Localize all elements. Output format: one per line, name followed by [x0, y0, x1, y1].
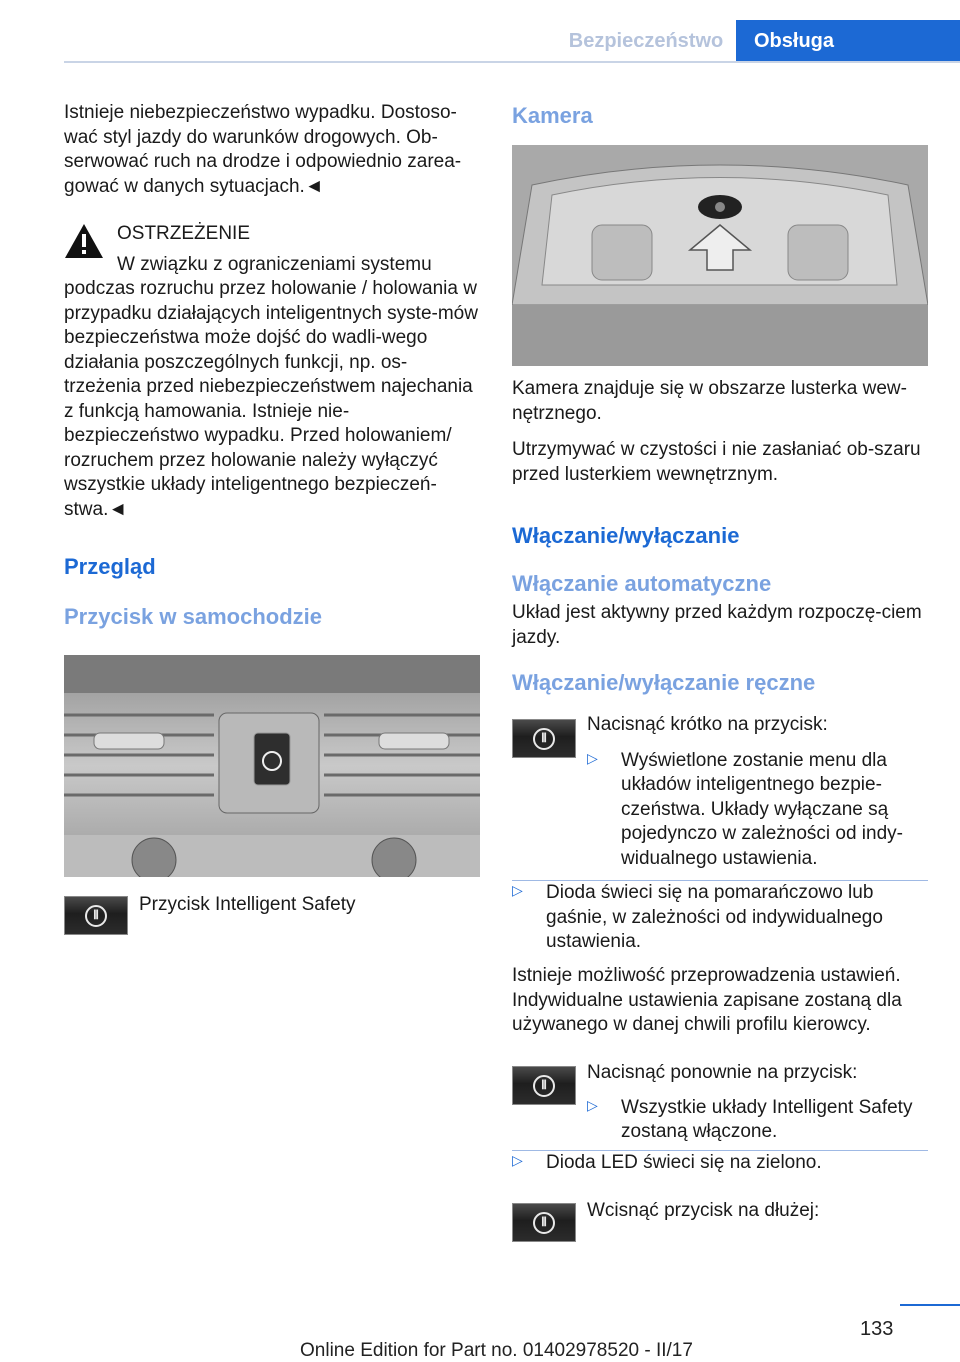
press-long-text: Wcisnąć przycisk na dłużej: [587, 1200, 820, 1221]
bullet-icon: ▷ [587, 749, 598, 766]
warning-text: podczas rozruchu przez holowanie / holowania w przypadku działających inteligentnych syste-mów bezpieczeństwa może dojść do wadli-wego działania poszczególnych funkcji, np. os-trzeżenia przed niebezpieczeństwem najechania z funkcją hamowania. Istnieje nie-bezpieczeństwo wypadku. Przed holowaniem/ rozruchem przez holowanie należy wyłączyć wszystkie układy inteligentnego bezpieczeń-stwa.◄ [64, 278, 478, 520]
button-caption: Przycisk Intelligent Safety [139, 894, 356, 915]
press-short-text: Nacisnąć krótko na przycisk: [587, 714, 828, 735]
intro-paragraph: Istnieje niebezpieczeństwo wypadku. Dostoso-wać styl jazdy do warunków drogowych. Ob-serwować ruch na drodze i odpowiednio zarea-gować w danych sytuacjach.◄ [64, 102, 462, 197]
footer-divider [900, 1304, 960, 1306]
item-2: Dioda LED świeci się na zielono. [546, 1152, 822, 1173]
header-section-label: Bezpieczeństwo [568, 30, 724, 52]
warning-triangle-icon [64, 222, 104, 260]
header-chapter-tab: Obsługa [736, 20, 960, 63]
bullet-icon: ▷ [512, 1152, 523, 1168]
intelligent-safety-button-icon: ⦀ [512, 719, 576, 758]
heading-manual: Włączanie/wyłączanie ręczne [512, 670, 816, 695]
warning-first-line: W związku z ograniczeniami systemu [117, 253, 432, 275]
press-again-text: Nacisnąć ponownie na przycisk: [587, 1062, 858, 1083]
item-1: Dioda świeci się na pomarańczowo lub gaśnie, w zależności od indywidualnego ustawienia. [546, 882, 883, 952]
heading-overview: Przegląd [64, 554, 156, 579]
page-number: 133 [860, 1318, 894, 1340]
list-item [587, 749, 928, 872]
intelligent-safety-button-icon: ⦀ [512, 1066, 576, 1105]
press-short-block [587, 713, 928, 871]
camera-paragraph-1: Kamera znajduje się w obszarze lusterka wew-nętrznego. [512, 378, 907, 424]
edition-footer: Online Edition for Part no. 01402978520 - II/17 [300, 1340, 693, 1361]
camera-paragraph-2: Utrzymywać w czystości i nie zasłaniać ob-szaru przed lusterkiem wewnętrznym. [512, 439, 921, 485]
heading-camera: Kamera [512, 103, 593, 128]
dashboard-button-image [64, 655, 480, 877]
list-item [587, 1096, 928, 1145]
intelligent-safety-button-icon: ⦀ [512, 1203, 576, 1242]
list-item [512, 881, 928, 955]
warning-title: OSTRZEŻENIE [117, 223, 251, 244]
settings-text: Istnieje możliwość przeprowadzenia ustawień. Indywidualne ustawienia zapisane zostaną dla używanego w danej chwili profilu kierowcy. [512, 965, 902, 1035]
camera-location-image [512, 145, 928, 366]
automatic-text: Układ jest aktywny przed każdym rozpoczę-ciem jazdy. [512, 602, 922, 648]
sub-item-2: Wszystkie układy Intelligent Safety zostaną włączone. [621, 1096, 913, 1142]
left-column [64, 101, 480, 630]
heading-automatic: Włączanie automatyczne [512, 571, 772, 596]
intelligent-safety-button-icon: ⦀ [64, 896, 128, 935]
bullet-icon: ▷ [512, 882, 523, 898]
sub-item-1: Wyświetlone zostanie menu dla układów inteligentnego bezpie-czeństwa. Układy wyłączane są pojedynczo w zależności od indy-widualnego ustawienia. [621, 749, 903, 869]
bullet-icon: ▷ [587, 1096, 598, 1113]
heading-button-in-car: Przycisk w samochodzie [64, 604, 322, 629]
header-divider [64, 61, 960, 63]
warning-block [64, 222, 480, 522]
list-item [512, 1151, 928, 1176]
press-again-block [587, 1061, 928, 1145]
heading-on-off: Włączanie/wyłączanie [512, 523, 740, 548]
right-column [512, 377, 928, 696]
